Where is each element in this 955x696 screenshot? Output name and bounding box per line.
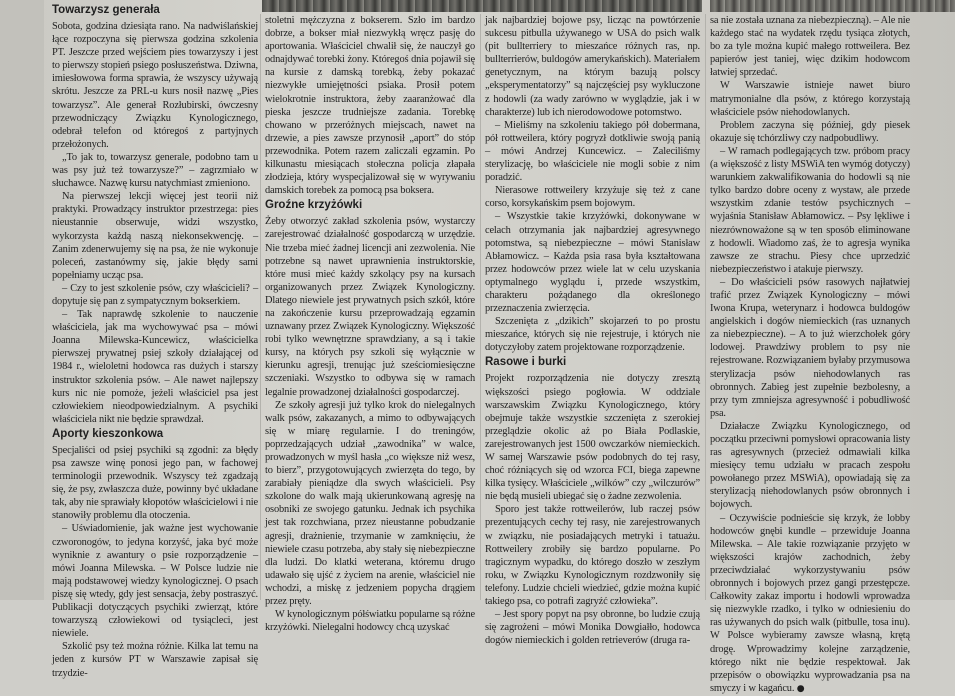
paragraph: – Mieliśmy na szkoleniu takiego pół dobermana, pół rottweilera, który pogryzł dotkliwie swoją panią – mówi Andrzej Kuncewicz. – Zaleciliśmy sterylizację, bo właściciele nie mogli sobie z nim poradzić.: [485, 119, 700, 184]
paragraph: Żeby otworzyć zakład szkolenia psów, wystarczy zarejestrować działalność gospodarczą w urzędzie. Nie trzeba mieć żadnej licencji ani zezwolenia. Nie potrzebne są nawet uprawnienia instruktorskie, które musi mieć każdy szkolący psy na kursach organizowanych przez Związek Kynologiczny. Dlatego niewiele jest prywatnych psich szkół, które na zakończenie kursu przeprowadzają egzamin uznawany przez Związek Kynologiczny. Większość robi tylko wewnętrzne sprawdziany, a są i takie kursy, na których psy szkoli się wyłącznie w kierunku agresji, trenując już sześciomiesięczne szczeniaki. Wszystko to odbywa się w ramach legalnie prowadzonej działalności gospodarczej.: [265, 216, 475, 398]
paragraph: – Czy to jest szkolenie psów, czy właścicieli? – dopytuje się pan z sympatycznym bokserkiem.: [52, 282, 258, 307]
section-heading: Groźne krzyżówki: [265, 199, 363, 212]
paragraph: Specjaliści od psiej psychiki są zgodni: za błędy psa zawsze winę ponosi jego pan, w fachowej terminologii przewodnik. Wszyscy też zgadzają się, że psy, zwłaszcza duże, powinny być układane tak, aby nie sprawiały kłopotów właścicielowi i nie stanowiły problemu dla otoczenia.: [52, 444, 258, 522]
article-column-2: [265, 14, 475, 634]
page-margin: [0, 0, 44, 600]
paragraph: – Wszystkie takie krzyżówki, dokonywane w celach otrzymania jak najbardziej agresywnego potomstwa, są niebezpieczne – mówi Stanisław Abłamowicz. – Każda psia rasa była kształtowana przez hodowców przez wiele lat w celu uzyskania optymalnego wyglądu i, przede wszystkim, charakteru pożądanego dla określonego przeznaczenia zwierzęcia.: [485, 211, 700, 315]
paragraph: [710, 512, 910, 696]
paragraph: – Tak naprawdę szkolenie to nauczenie właściciela, jak ma wychowywać psa – mówi Joanna Milewska-Kuncewicz, właścicielka pierwszej prywatnej psiej szkoły działającej od 1984 r., wieloletni hodowca ras dużych i starszy instruktor szkolenia psów. – Ale nawet najlepszy kurs nic nie pomoże, jeżeli właściciel psa jest człowiekiem nieodpowiedzialnym. A psychiki właściciela nikt nie będzie sprawdzał.: [52, 309, 258, 425]
paragraph: Ze szkoły agresji już tylko krok do nielegalnych walk psów, zakazanych, a mimo to odbywających się w miarę regularnie. I do treningów, poprzedzających udział „zawodnika” w walce, prowadzonych w myśl hasła „co większe niż wesz, to bierz”, przygotowujących zwierzęta do tego, by zarabiały pieniądze dla swych właścicieli. Psy szkolone do walk mają ukierunkowaną agresję na osobniki ze swojego gatunku. Jednak ich psychika jest tak rozchwiana, przez nieustanne pobudzanie agresji, drażnienie, trzymanie w zamknięciu, że niewiele czasu potrzeba, aby stały się niebezpieczne dla ludzi. Do klatki weterana, któremu drugo udawało się ujść z życiem na arenie, właściciel nie wchodzi, a miskę z jedzeniem popycha drągiem przez pręty.: [265, 399, 475, 608]
paragraph: W kynologicznym półświatku popularne są różne krzyżówki. Nielegalni hodowcy chcą uzyskać: [265, 609, 475, 634]
paragraph: – Do właścicieli psów rasowych najłatwiej trafić przez Związek Kynologiczny – mówi Iwona Krupa, weterynarz i hodowca buldogów angielskich i dogów niemieckich (ras uznanych za niebezpieczne). – A to już wierzchołek góry lodowej. Prawdziwy problem to psy nie rejestrowane. Rozwiązaniem byłaby przymusowa sterylizacja psów niehodowlanych ras obronnych. Zabieg jest zupełnie bezbolesny, a przy tym zmniejsza agresywność i pobudliwość psa.: [710, 276, 910, 419]
photo-edge-right: [710, 0, 955, 12]
section-heading: Towarzysz generała: [52, 4, 160, 16]
paragraph: – Jest spory popyt na psy obronne, bo ludzie czują się zagrożeni – mówi Monika Dowgiałło, hodowca dogów niemieckich i golden retrieverów (druga ra-: [485, 609, 700, 647]
paragraph: Na pierwszej lekcji więcej jest teorii niż praktyki. Prowadzący instruktor przestrzega: pies nieustannie obserwuje, widzi wszystko, wykorzysta każdą naszą niekonsekwencję. – Zanim zdenerwujemy się na psa, że nie wykonuje poleceń, zastanówmy się, jakie błędy sami popełniamy ucząc psa.: [52, 191, 258, 281]
column-divider: [480, 14, 481, 600]
paragraph: stoletni mężczyzna z bokserem. Szło im bardzo dobrze, a bokser miał niezwykłą wręcz pasję do aportowania. Właściciel chwalił się, że nauczył go odnajdywać torebki żony. Któregoś dnia pojawił się na kursie z damską torebką, żeby pokazać niezwykłe umiejętności psiaka. Prosił potem wielokrotnie instruktora, żeby zaaranżować dla pieska jeszcze trudniejsze zadania. Torebkę chowano w przeróżnych miejscach, nawet na drzewie, a pies zawsze przynosił „aport” do stóp przewodnika. Potem razem zaliczali egzamin. Po kilkunastu miesiącach stołeczna policja złapała złodzieja, który wyspecjalizował się w wyrywaniu damskich torebek za pomocą psa boksera.: [265, 15, 475, 197]
end-of-article-mark: ●: [796, 683, 805, 694]
section-heading: Aporty kieszonkowa: [52, 427, 164, 440]
paragraph: Problem zaczyna się później, gdy piesek okazuje się tchórzliwy czy nadpobudliwy.: [710, 119, 910, 144]
paragraph: sa nie została uznana za niebezpieczną). – Ale nie każdego stać na wydatek rzędu tysiąca złotych, bo za tyle można kupić małego rottweilera. Bez papierów jest taniej, więc dzikim hodowcom łatwiej sprzedać.: [710, 15, 910, 79]
paragraph: Sobota, godzina dziesiąta rano. Na nadwiślańskiej łące rozpoczyna się pierwsza godzina szkolenia PT. Jeszcze przed wejściem pies towarzyszy i jest to pierwszy stopień psiego posłuszeństwa. Dziwna, imiesłowowa forma sprawia, że wszyscy używają skrótu. Jeszcze za PRL-u kurs nosił nazwę „Pies towarzysz”. Ale generał Rozłubirski, ówczesny przewodniczący Związku Kynologicznego, odebrał telefon od któregoś z partyjnych przełożonych.: [52, 21, 258, 150]
paragraph: jak najbardziej bojowe psy, licząc na powtórzenie sukcesu pitbulla używanego w USA do psich walk (pit bullterriery to mieszańce różnych ras, np. bullterrierów, buldogów amerykańskich). Materiałem genetycznym, na którym bazują polscy „eksperymentatorzy” są najczęściej psy wykluczone z hodowli (za wady zarówno w wyglądzie, jak i w charakterze) lub ich nierodowodowe potomstwo.: [485, 15, 700, 118]
paragraph: W Warszawie istnieje nawet biuro matrymonialne dla psów, z którego korzystają właściciele psów niehodowlanych.: [710, 80, 910, 118]
article-column-1: [52, 2, 258, 679]
column-divider: [705, 14, 706, 600]
photo-edge: [262, 0, 702, 12]
paragraph: Szkolić psy też można różnie. Kilka lat temu na jeden z kursów PT w Warszawie zapisał się trzydzie-: [52, 641, 258, 679]
paragraph: – W ramach podlegających tzw. próbom pracy (a większość z listy MSWiA ten wymóg dotyczy) warunkiem zakwalifikowania do hodowli są nie tylko bardzo dobre oceny z wystaw, ale przede wszystkim zdanie testów psychicznych – wyjaśnia Stanisław Abłamowicz. – Psy lękliwe i niezrównoważone są w ten sposób eliminowane z hodowli. Wiadomo zaś, że to agresja wynika zawsze ze strachu. Piesy chce uprzedzić niebezpieczeństwo i atakuje pierwszy.: [710, 145, 910, 275]
paragraph: Działacze Związku Kynologicznego, od początku przeciwni pomysłowi opracowania listy ras agresywnych (przecież odmawiali kilka miesięcy temu udziału w pracach zespołu powołanego przez MSWiA), opowiadają się za sterylizacją niehodowlanych psów obronnych i bojowych.: [710, 420, 910, 511]
paragraph: „To jak to, towarzysz generale, podobno tam u was psy już też towarzysze?” – zagrzmiało w słuchawce. Nazwę kursu natychmiast zmieniono.: [52, 151, 258, 190]
paragraph: Szczenięta z „dzikich” skojarzeń to po prostu mieszańce, których się nie rejestruje, i których nie dotyczyłoby zatem projektowane rozporządzenie.: [485, 316, 700, 354]
paragraph-text: – Oczywiście podnieście się krzyk, że lobby hodowców gnębi kundle – przewiduje Joanna Milewska. – Ale takie rozwiązanie przyjęto w większości krajów zachodnich, żeby przeciwdziałać wykorzystywaniu psów obronnych i bojowych przez gangi przestępcze. Całkowity zakaz importu i hodowli wprowadza się niezwykle rzadko, i tylko w odniesieniu do ras używanych do psich walk (pitbulle, tosa inu). W Polsce wybieramy zawsze własną, krętą drogę. Wprowadzimy kolejne zarządzenie, którego nikt nie będzie respektował. Jak przepisów o obowiązku wyprowadzania psa na smyczy i w kagańcu.: [710, 512, 910, 694]
column-divider: [260, 14, 261, 600]
article-column-4: [710, 14, 910, 694]
article-column-3: [485, 14, 700, 647]
paragraph: Sporo jest także rottweilerów, lub raczej psów prezentujących cechy tej rasy, nie zarejestrowanych w związku, nie posiadających metryki i tatuażu. Rottweilery zrobiły się bardzo popularne. Po tragicznym wypadku, do którego doszło w zeszłym roku, w Związku Kynologicznym rozdzwoniły się telefony. Ludzie chcieli wiedzieć, gdzie można kupić takiego psa, co potrafi zagryźć człowieka”.: [485, 504, 700, 608]
paragraph: Nierasowe rottweilery krzyżuje się też z cane corso, korsykańskim psem bojowym.: [485, 185, 700, 210]
section-heading: Rasowe i burki: [485, 356, 567, 369]
paragraph: – Uświadomienie, jak ważne jest wychowanie czworonogów, to jedyna korzyść, jaka być może wyniknie z awantury o psie rozporządzenie – mówi Joanna Milewska. – W Polsce ludzie nie mają podstawowej wiedzy kynologicznej. O psach piszę się wtedy, gdy jest sensacja, żeby postraszyć. Publikacji dotyczących psychiki zwierząt, które towarzyszą człowiekowi od tysiącleci, jest niewiele.: [52, 523, 258, 640]
paragraph: Projekt rozporządzenia nie dotyczy zresztą większości psiego pogłowia. W oddziale warszawskim Związku Kynologicznego, który obejmuje także wszystkie szczenięta z szerokiej przeglądzie okolic aż po Biała Podlaskie, zarejestrowanych jest 1500 owczarków niemieckich. W samej Warszawie psów podobnych do tej rasy, choć różniących się od wzorca FCI, biega zapewne kilka tysięcy. Właściciele „wilków” czy „wilczurów” nie będą musieli ubiegać się o żadne zezwolenia.: [485, 373, 700, 503]
